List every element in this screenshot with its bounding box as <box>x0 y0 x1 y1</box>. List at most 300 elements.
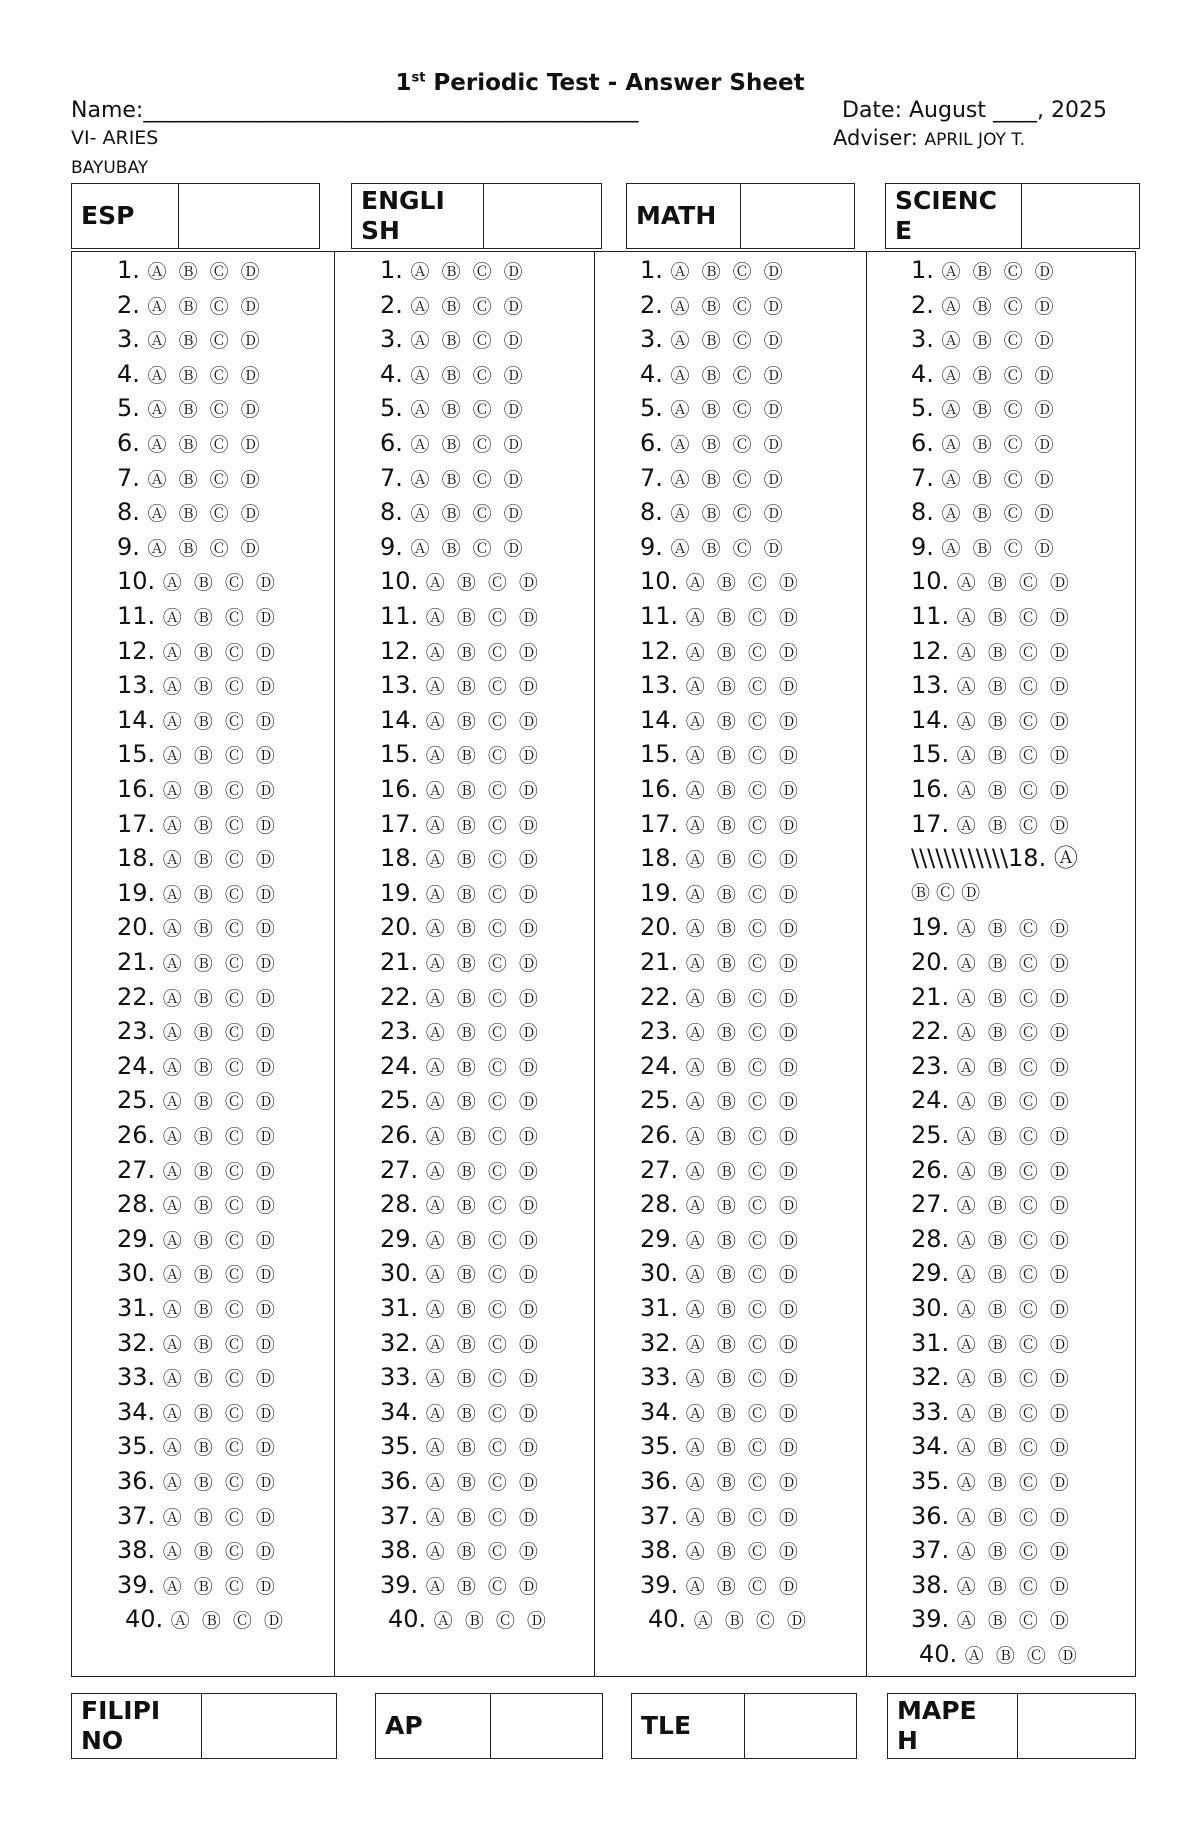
answer-item <box>380 810 541 840</box>
item-number: 6. <box>640 429 671 457</box>
answer-item <box>640 1294 801 1324</box>
item-number: 9. <box>380 532 411 561</box>
answer-bubbles: Ⓐ Ⓑ Ⓒ Ⓓ <box>685 745 801 768</box>
item-number: 15. <box>911 740 957 769</box>
answer-item <box>640 602 801 632</box>
answer-bubbles: Ⓐ Ⓑ Ⓒ Ⓓ <box>425 849 541 872</box>
item-number: 16. <box>640 775 686 803</box>
answer-bubbles: Ⓐ Ⓑ Ⓒ Ⓓ <box>685 1195 801 1218</box>
item-number: 39. <box>380 1570 426 1599</box>
answer-bubbles: Ⓐ Ⓑ Ⓒ Ⓓ <box>425 1541 541 1564</box>
column-divider <box>594 252 595 1676</box>
answer-item <box>117 879 278 909</box>
answer-bubbles: Ⓐ Ⓑ Ⓒ Ⓓ <box>425 745 541 768</box>
answer-item <box>911 533 1057 563</box>
stray-text-wrap: Ⓑ Ⓒ Ⓓ <box>911 881 981 904</box>
answer-bubbles: Ⓐ Ⓑ Ⓒ Ⓓ <box>956 1575 1072 1598</box>
subject-label: MATH <box>627 184 741 248</box>
answer-item <box>380 1432 541 1462</box>
item-number: 18. <box>640 844 686 873</box>
answer-item <box>640 844 801 874</box>
answer-bubbles: Ⓐ Ⓑ Ⓒ Ⓓ <box>685 710 801 733</box>
answer-bubbles: Ⓐ Ⓑ Ⓒ Ⓓ <box>685 1126 801 1148</box>
item-number: 17. <box>640 809 686 838</box>
answer-bubbles: Ⓐ Ⓑ Ⓒ Ⓓ <box>956 1195 1072 1218</box>
answer-bubbles: Ⓐ Ⓑ Ⓒ Ⓓ <box>956 1264 1072 1287</box>
answer-item <box>640 1259 801 1289</box>
item-number: 36. <box>911 1501 957 1530</box>
answer-item <box>640 256 786 286</box>
answer-item <box>911 464 1057 494</box>
item-number: 25. <box>380 1086 426 1115</box>
name-field: Name:_____________________________________________ <box>71 98 639 123</box>
answer-item <box>911 1086 1072 1116</box>
subject-label: ENGLI SH <box>352 184 484 248</box>
item-number: 25. <box>640 1086 686 1115</box>
answer-bubbles: Ⓐ Ⓑ Ⓒ Ⓓ <box>670 330 786 353</box>
item-number: 23. <box>380 1017 426 1046</box>
answer-item <box>640 1052 801 1082</box>
item-number: 22. <box>911 1017 957 1046</box>
answer-bubbles: Ⓐ Ⓑ Ⓒ Ⓓ <box>147 364 263 387</box>
item-number: 1. <box>640 256 671 284</box>
item-number: 37. <box>911 1536 957 1565</box>
answer-bubbles: Ⓐ Ⓑ Ⓒ Ⓓ <box>425 1299 541 1321</box>
item-number: 22. <box>117 982 163 1011</box>
item-number: 4. <box>911 359 942 388</box>
answer-bubbles: Ⓐ Ⓑ Ⓒ Ⓓ <box>956 814 1072 837</box>
answer-item <box>380 498 526 528</box>
answer-bubbles: Ⓐ Ⓑ Ⓒ Ⓓ <box>941 434 1057 456</box>
item-number: 38. <box>380 1536 426 1565</box>
answer-bubbles: Ⓐ Ⓑ Ⓒ Ⓓ <box>685 1333 801 1356</box>
answer-item <box>117 1052 278 1082</box>
answer-item <box>117 1432 278 1462</box>
answer-item <box>380 706 541 736</box>
answer-bubbles: Ⓐ Ⓑ Ⓒ Ⓓ <box>670 537 786 560</box>
answer-bubbles: Ⓐ Ⓑ Ⓒ Ⓓ <box>685 953 801 975</box>
answer-bubbles: Ⓐ Ⓑ Ⓒ Ⓓ <box>425 710 541 733</box>
answer-item <box>117 1536 278 1566</box>
answer-item <box>117 1294 278 1324</box>
item-number: 20. <box>640 913 686 942</box>
answer-bubbles: Ⓐ Ⓑ Ⓒ Ⓓ <box>425 883 541 906</box>
answer-item <box>380 948 541 978</box>
stray-text-line: \\\\\\\\\\\\18. Ⓐ <box>911 844 1078 873</box>
item-number: 23. <box>911 1051 957 1080</box>
item-number: 16. <box>380 775 426 803</box>
answer-bubbles: Ⓐ Ⓑ Ⓒ Ⓓ <box>956 745 1072 768</box>
answer-item <box>117 1086 278 1116</box>
answer-bubbles: Ⓐ Ⓑ Ⓒ Ⓓ <box>425 1160 541 1183</box>
answer-bubbles: Ⓐ Ⓑ Ⓒ Ⓓ <box>147 399 263 422</box>
answer-bubbles: Ⓐ Ⓑ Ⓒ Ⓓ <box>685 1022 801 1045</box>
item-number: 28. <box>911 1224 957 1253</box>
answer-item <box>380 844 541 874</box>
item-number: 31. <box>640 1294 686 1322</box>
item-number: 34. <box>380 1397 426 1426</box>
answer-item <box>117 464 263 494</box>
item-number: 2. <box>911 290 942 319</box>
adviser-surname: BAYUBAY <box>71 158 149 178</box>
answer-bubbles: Ⓐ Ⓑ Ⓒ Ⓓ <box>941 364 1057 387</box>
answer-bubbles: Ⓐ Ⓑ Ⓒ Ⓓ <box>425 987 541 1010</box>
answer-item <box>640 740 801 770</box>
answer-item <box>919 1640 1080 1670</box>
answer-bubbles: Ⓐ Ⓑ Ⓒ Ⓓ <box>956 641 1072 664</box>
answer-bubbles: Ⓐ Ⓑ Ⓒ Ⓓ <box>162 641 278 664</box>
item-number: 3. <box>911 325 942 354</box>
item-number: 14. <box>640 705 686 734</box>
answer-bubbles: Ⓐ Ⓑ Ⓒ Ⓓ <box>162 676 278 699</box>
answer-item <box>117 1190 278 1220</box>
answer-bubbles: Ⓐ Ⓑ Ⓒ Ⓓ <box>685 641 801 664</box>
answer-bubbles: Ⓐ Ⓑ Ⓒ Ⓓ <box>956 1126 1072 1148</box>
item-number: 40. <box>648 1605 694 1634</box>
answer-item <box>380 533 526 563</box>
answer-bubbles: Ⓐ Ⓑ Ⓒ Ⓓ <box>162 1022 278 1045</box>
answer-item <box>380 429 526 459</box>
answer-bubbles: Ⓐ Ⓑ Ⓒ Ⓓ <box>425 1195 541 1218</box>
answer-item <box>117 1398 278 1428</box>
answer-bubbles: Ⓐ Ⓑ Ⓒ Ⓓ <box>162 607 278 629</box>
answer-bubbles: Ⓐ Ⓑ Ⓒ Ⓓ <box>956 1056 1072 1079</box>
item-number: 2. <box>117 290 148 319</box>
answer-item <box>640 325 786 355</box>
answer-bubbles: Ⓐ Ⓑ Ⓒ Ⓓ <box>956 1610 1072 1633</box>
answer-bubbles: Ⓐ Ⓑ Ⓒ Ⓓ <box>956 1160 1072 1183</box>
answer-item <box>117 429 263 459</box>
item-number: 19. <box>911 913 957 942</box>
answer-bubbles: Ⓐ Ⓑ Ⓒ Ⓓ <box>162 1575 278 1598</box>
answer-item <box>911 325 1057 355</box>
subject-box-filipino <box>71 1693 337 1759</box>
item-number: 20. <box>380 913 426 942</box>
item-number: 20. <box>911 948 957 976</box>
item-number: 11. <box>117 602 163 630</box>
subject-label: FILIPI NO <box>72 1694 202 1758</box>
item-number: 7. <box>117 463 148 492</box>
answer-item <box>640 810 801 840</box>
answer-item <box>911 1502 1072 1532</box>
item-number: 37. <box>117 1501 163 1530</box>
answer-bubbles: Ⓐ Ⓑ Ⓒ Ⓓ <box>956 1402 1072 1425</box>
answer-bubbles: Ⓐ Ⓑ Ⓒ Ⓓ <box>162 1437 278 1460</box>
answer-item <box>640 1467 801 1497</box>
answer-bubbles: Ⓐ Ⓑ Ⓒ Ⓓ <box>685 1506 801 1529</box>
answer-bubbles: Ⓐ Ⓑ Ⓒ Ⓓ <box>685 780 801 802</box>
answer-bubbles: Ⓐ Ⓑ Ⓒ Ⓓ <box>956 780 1072 802</box>
answer-item <box>640 1571 801 1601</box>
answer-item <box>911 1190 1072 1220</box>
answer-item <box>640 983 801 1013</box>
item-number: 14. <box>117 705 163 734</box>
answer-bubbles: Ⓐ Ⓑ Ⓒ Ⓓ <box>425 953 541 975</box>
answer-bubbles: Ⓐ Ⓑ Ⓒ Ⓓ <box>410 295 526 318</box>
answer-item <box>380 1121 541 1151</box>
subject-label: MAPE H <box>888 1694 1018 1758</box>
answer-bubbles: Ⓐ Ⓑ Ⓒ Ⓓ <box>162 987 278 1010</box>
item-number: 17. <box>911 809 957 838</box>
answer-item <box>911 810 1072 840</box>
item-number: 24. <box>911 1086 957 1115</box>
item-number: 13. <box>380 671 426 700</box>
answer-bubbles: Ⓐ Ⓑ Ⓒ Ⓓ <box>956 1333 1072 1356</box>
adviser-field: Adviser: APRIL JOY T. <box>833 126 1026 150</box>
answer-item <box>911 256 1057 286</box>
item-number: 6. <box>117 429 148 457</box>
answer-item <box>640 1225 801 1255</box>
answer-bubbles: Ⓐ Ⓑ Ⓒ Ⓓ <box>425 1368 541 1391</box>
answer-bubbles: Ⓐ Ⓑ Ⓒ Ⓓ <box>410 261 526 283</box>
answer-item <box>380 983 541 1013</box>
date-field: Date: August ____, 2025 <box>842 98 1107 123</box>
answer-item <box>380 1294 541 1324</box>
answer-item <box>911 1294 1072 1324</box>
answer-item <box>380 325 526 355</box>
answer-bubbles: Ⓐ Ⓑ Ⓒ Ⓓ <box>956 572 1072 595</box>
answer-item <box>117 1571 278 1601</box>
answer-item <box>911 1363 1072 1393</box>
subject-label: TLE <box>632 1694 745 1758</box>
answer-bubbles: Ⓐ Ⓑ Ⓒ Ⓓ <box>956 1541 1072 1564</box>
item-number: 40. <box>125 1605 171 1634</box>
answer-item <box>911 429 1057 459</box>
answer-item <box>117 325 263 355</box>
answer-bubbles: Ⓐ Ⓑ Ⓒ Ⓓ <box>956 1506 1072 1529</box>
item-number: 29. <box>117 1224 163 1253</box>
answer-item <box>117 948 278 978</box>
item-number: 27. <box>117 1155 163 1184</box>
item-number: 28. <box>380 1190 426 1219</box>
subject-box-english <box>351 183 602 249</box>
answer-bubbles: Ⓐ Ⓑ Ⓒ Ⓓ <box>941 295 1057 318</box>
answer-bubbles: Ⓐ Ⓑ Ⓒ Ⓓ <box>410 537 526 560</box>
answer-item <box>911 567 1072 597</box>
item-number: 7. <box>380 463 411 492</box>
item-number: 3. <box>117 325 148 354</box>
item-number: 24. <box>640 1051 686 1080</box>
subject-label: SCIENC E <box>886 184 1022 248</box>
item-number: 18. <box>380 844 426 873</box>
item-number: 11. <box>640 602 686 630</box>
item-number: 28. <box>117 1190 163 1219</box>
answer-item <box>380 602 541 632</box>
item-number: 7. <box>640 463 671 492</box>
item-number: 10. <box>911 567 957 596</box>
answer-item <box>640 1190 801 1220</box>
item-number: 39. <box>640 1570 686 1599</box>
answer-bubbles: Ⓐ Ⓑ Ⓒ Ⓓ <box>162 1091 278 1114</box>
answer-item <box>380 567 541 597</box>
item-number: 2. <box>640 290 671 319</box>
answer-item <box>911 360 1057 390</box>
answer-bubbles: Ⓐ Ⓑ Ⓒ Ⓓ <box>162 1056 278 1079</box>
column-divider <box>334 252 335 1676</box>
answer-bubbles: Ⓐ Ⓑ Ⓒ Ⓓ <box>685 607 801 629</box>
answer-item <box>911 740 1072 770</box>
answer-item <box>640 1329 801 1359</box>
item-number: 29. <box>380 1224 426 1253</box>
subject-box-ap <box>375 1693 603 1759</box>
answer-bubbles: Ⓐ Ⓑ Ⓒ Ⓓ <box>147 434 263 456</box>
answer-item <box>648 1605 809 1635</box>
answer-bubbles: Ⓐ Ⓑ Ⓒ Ⓓ <box>685 883 801 906</box>
item-number: 21. <box>380 948 426 976</box>
answer-item <box>117 983 278 1013</box>
answer-item <box>117 1017 278 1047</box>
subject-box-math <box>626 183 855 249</box>
answer-bubbles: Ⓐ Ⓑ Ⓒ Ⓓ <box>162 1333 278 1356</box>
answer-bubbles: Ⓐ Ⓑ Ⓒ Ⓓ <box>162 1195 278 1218</box>
answer-item <box>911 1225 1072 1255</box>
item-number: 28. <box>640 1190 686 1219</box>
item-number: 10. <box>380 567 426 596</box>
answer-item <box>117 291 263 321</box>
answer-bubbles: Ⓐ Ⓑ Ⓒ Ⓓ <box>425 1333 541 1356</box>
answer-item <box>640 291 786 321</box>
subject-box-mapeh <box>887 1693 1136 1759</box>
item-number: 33. <box>640 1363 686 1392</box>
answer-bubbles: Ⓐ Ⓑ Ⓒ Ⓓ <box>685 1437 801 1460</box>
item-number: 4. <box>117 359 148 388</box>
answer-bubbles: Ⓐ Ⓑ Ⓒ Ⓓ <box>147 468 263 491</box>
answer-item <box>911 671 1072 701</box>
item-number: 12. <box>117 636 163 665</box>
answer-item <box>640 775 801 805</box>
answer-bubbles: Ⓐ Ⓑ Ⓒ Ⓓ <box>685 1056 801 1079</box>
item-number: 11. <box>911 602 957 630</box>
answer-item <box>117 740 278 770</box>
item-number: 27. <box>911 1190 957 1219</box>
item-number: 35. <box>911 1467 957 1495</box>
answer-bubbles: Ⓐ Ⓑ Ⓒ Ⓓ <box>685 1299 801 1321</box>
answer-item <box>911 1259 1072 1289</box>
item-number: 12. <box>911 636 957 665</box>
item-number: 10. <box>117 567 163 596</box>
answer-bubbles: Ⓐ Ⓑ Ⓒ Ⓓ <box>941 330 1057 353</box>
item-number: 30. <box>117 1259 163 1288</box>
answer-bubbles: Ⓐ Ⓑ Ⓒ Ⓓ <box>685 1368 801 1391</box>
item-number: 6. <box>911 429 942 457</box>
item-number: 29. <box>911 1259 957 1288</box>
answer-bubbles: Ⓐ Ⓑ Ⓒ Ⓓ <box>147 330 263 353</box>
answer-item <box>911 1329 1072 1359</box>
answer-item <box>640 671 801 701</box>
answer-item <box>911 637 1072 667</box>
answer-bubbles: Ⓐ Ⓑ Ⓒ Ⓓ <box>425 1437 541 1460</box>
answer-bubbles: Ⓐ Ⓑ Ⓒ Ⓓ <box>956 1022 1072 1045</box>
answer-item <box>388 1605 549 1635</box>
answer-bubbles: Ⓐ Ⓑ Ⓒ Ⓓ <box>685 1402 801 1425</box>
item-number: 13. <box>117 671 163 700</box>
item-number: 19. <box>640 878 686 907</box>
answer-item <box>380 1017 541 1047</box>
answer-item <box>640 498 786 528</box>
item-number: 18. <box>117 844 163 873</box>
answer-item <box>380 1329 541 1359</box>
answer-bubbles: Ⓐ Ⓑ Ⓒ Ⓓ <box>685 1472 801 1494</box>
answer-bubbles: Ⓐ Ⓑ Ⓒ Ⓓ <box>425 918 541 941</box>
answer-item <box>911 394 1057 424</box>
answer-bubbles: Ⓐ Ⓑ Ⓒ Ⓓ <box>425 1229 541 1252</box>
answer-bubbles: Ⓐ Ⓑ Ⓒ Ⓓ <box>670 364 786 387</box>
answer-bubbles: Ⓐ Ⓑ Ⓒ Ⓓ <box>162 1541 278 1564</box>
answer-bubbles: Ⓐ Ⓑ Ⓒ Ⓓ <box>956 676 1072 699</box>
answer-bubbles: Ⓐ Ⓑ Ⓒ Ⓓ <box>425 572 541 595</box>
answer-bubbles: Ⓐ Ⓑ Ⓒ Ⓓ <box>956 953 1072 975</box>
answer-item <box>640 1536 801 1566</box>
answer-bubbles: Ⓐ Ⓑ Ⓒ Ⓓ <box>941 503 1057 526</box>
answer-item <box>117 1502 278 1532</box>
answer-bubbles: Ⓐ Ⓑ Ⓒ Ⓓ <box>670 261 786 283</box>
answer-item <box>640 1502 801 1532</box>
item-number: 30. <box>640 1259 686 1288</box>
answer-item <box>117 1329 278 1359</box>
item-number: 23. <box>640 1017 686 1046</box>
answer-bubbles: Ⓐ Ⓑ Ⓒ Ⓓ <box>685 1229 801 1252</box>
item-number: 16. <box>911 775 957 803</box>
answer-item <box>380 1225 541 1255</box>
answer-item <box>380 1467 541 1497</box>
answer-bubbles: Ⓐ Ⓑ Ⓒ Ⓓ <box>956 987 1072 1010</box>
item-number: 32. <box>640 1328 686 1357</box>
answer-bubbles: Ⓐ Ⓑ Ⓒ Ⓓ <box>693 1610 809 1633</box>
item-number: 17. <box>380 809 426 838</box>
answer-bubbles: Ⓐ Ⓑ Ⓒ Ⓓ <box>162 710 278 733</box>
item-number: 3. <box>380 325 411 354</box>
item-number: 8. <box>117 498 148 527</box>
answer-bubbles: Ⓐ Ⓑ Ⓒ Ⓓ <box>425 814 541 837</box>
answer-item <box>911 1398 1072 1428</box>
answer-item <box>125 1605 286 1635</box>
item-number: 20. <box>117 913 163 942</box>
answer-item <box>911 1605 1072 1635</box>
answer-bubbles: Ⓐ Ⓑ Ⓒ Ⓓ <box>956 710 1072 733</box>
item-number: 4. <box>380 359 411 388</box>
answer-bubbles: Ⓐ Ⓑ Ⓒ Ⓓ <box>162 1160 278 1183</box>
answer-bubbles: Ⓐ Ⓑ Ⓒ Ⓓ <box>425 1126 541 1148</box>
answer-bubbles: Ⓐ Ⓑ Ⓒ Ⓓ <box>685 1160 801 1183</box>
answer-bubbles: Ⓐ Ⓑ Ⓒ Ⓓ <box>956 1091 1072 1114</box>
item-number: 31. <box>380 1294 426 1322</box>
answer-item <box>640 1432 801 1462</box>
answer-item <box>640 464 786 494</box>
answer-bubbles: Ⓐ Ⓑ Ⓒ Ⓓ <box>956 918 1072 941</box>
answer-item <box>911 1121 1072 1151</box>
answer-item <box>911 498 1057 528</box>
sheet-title: 1st Periodic Test - Answer Sheet <box>395 70 805 96</box>
answer-item <box>380 879 541 909</box>
answer-item <box>911 983 1072 1013</box>
answer-item <box>380 1363 541 1393</box>
answer-bubbles: Ⓐ Ⓑ Ⓒ Ⓓ <box>941 468 1057 491</box>
item-number: 4. <box>640 359 671 388</box>
answer-item <box>117 567 278 597</box>
answer-bubbles: Ⓐ Ⓑ Ⓒ Ⓓ <box>956 1472 1072 1494</box>
item-number: 16. <box>117 775 163 803</box>
answer-item <box>117 706 278 736</box>
item-number: 8. <box>911 498 942 527</box>
answer-bubbles: Ⓐ Ⓑ Ⓒ Ⓓ <box>425 1022 541 1045</box>
item-number: 30. <box>911 1294 957 1322</box>
answer-item <box>911 1571 1072 1601</box>
item-number: 30. <box>380 1259 426 1288</box>
subject-box-science <box>885 183 1140 249</box>
item-number: 32. <box>380 1328 426 1357</box>
answer-bubbles: Ⓐ Ⓑ Ⓒ Ⓓ <box>162 814 278 837</box>
answer-item <box>117 498 263 528</box>
